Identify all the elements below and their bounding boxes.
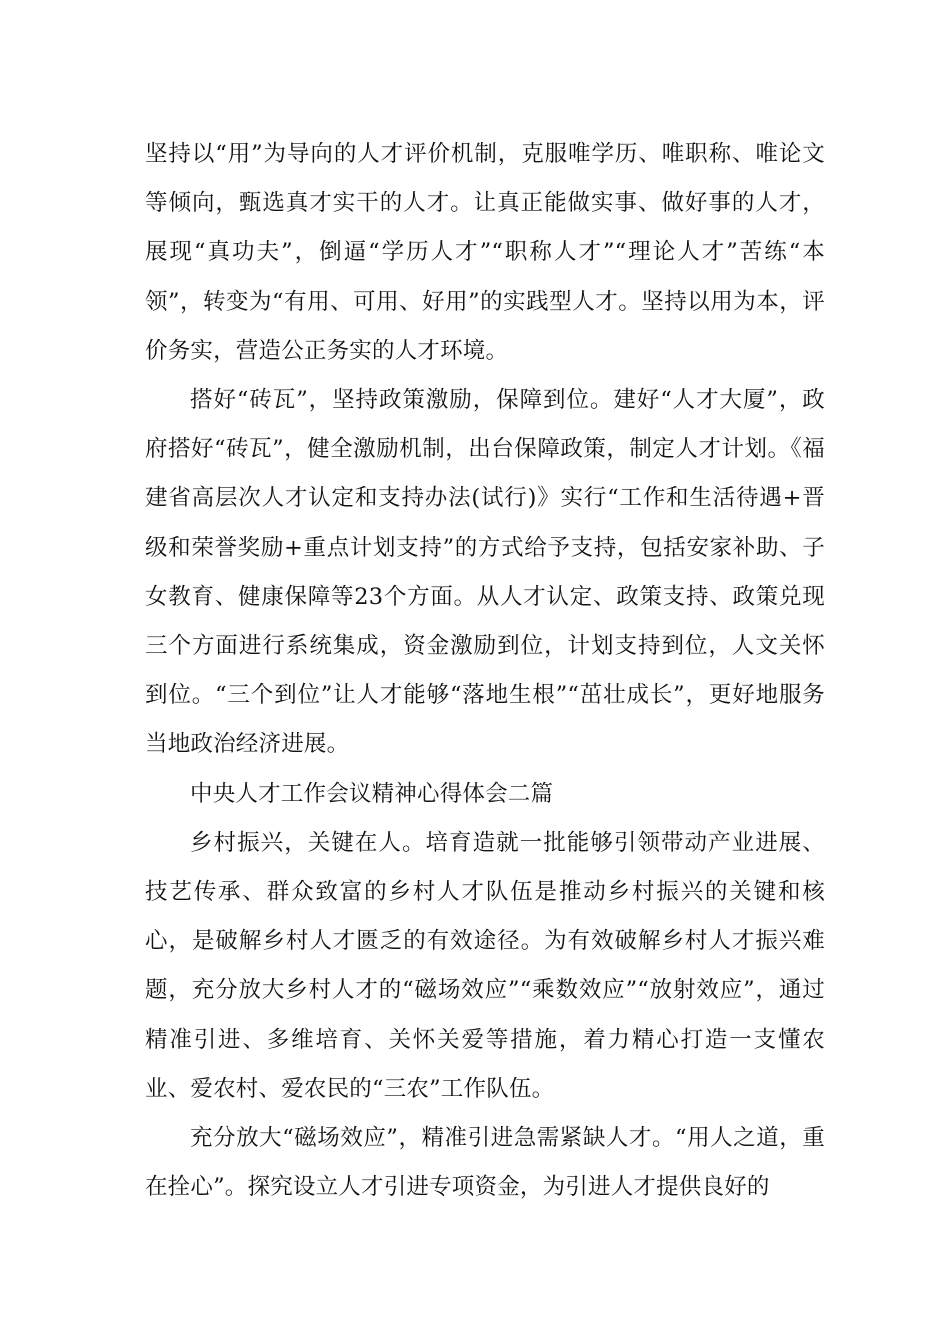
document-body	[145, 130, 825, 1212]
section-heading: 中央人才工作会议精神心得体会二篇	[190, 780, 554, 807]
paragraph-rural-revitalization: 乡村振兴，关键在人。培育造就一批能够引领带动产业进展、技艺传承、群众致富的乡村人才队伍是推动乡村振兴的关键和核心，是破解乡村人才匮乏的有效途径。为有效破解乡村人才振兴难题，充分放大乡村人才的“磁场效应”“乘数效应”“放射效应”，通过精准引进、多维培育、关怀关爱等措施，着力精心打造一支懂农业、爱农村、爱农民的“三农”工作队伍。	[145, 829, 825, 1102]
paragraph-talent-evaluation: 坚持以“用”为导向的人才评价机制，克服唯学历、唯职称、唯论文等倾向，甄选真才实干的人才。让真正能做实事、做好事的人才，展现“真功夫”，倒逼“学历人才”“职称人才”“理论人才”苦练“本领”，转变为“有用、可用、好用”的实践型人才。坚持以用为本，评价务实，营造公正务实的人才环境。	[145, 141, 825, 364]
paragraph-magnetic-effect: 充分放大“磁场效应”，精准引进急需紧缺人才。“用人之道，重在拴心”。探究设立人才引进专项资金，为引进人才提供良好的	[145, 1125, 825, 1201]
paragraph-policy-incentives: 搭好“砖瓦”，坚持政策激励，保障到位。建好“人才大厦”，政府搭好“砖瓦”，健全激励机制，出台保障政策，制定人才计划。《福建省高层次人才认定和支持办法(试行)》实行“工作和生活待遇+晋级和荣誉奖励+重点计划支持”的方式给予支持，包括安家补助、子女教育、健康保障等23个方面。从人才认定、政策支持、政策兑现三个方面进行系统集成，资金激励到位，计划支持到位，人文关怀到位。“三个到位”让人才能够“落地生根”“茁壮成长”，更好地服务当地政治经济进展。	[145, 387, 825, 758]
